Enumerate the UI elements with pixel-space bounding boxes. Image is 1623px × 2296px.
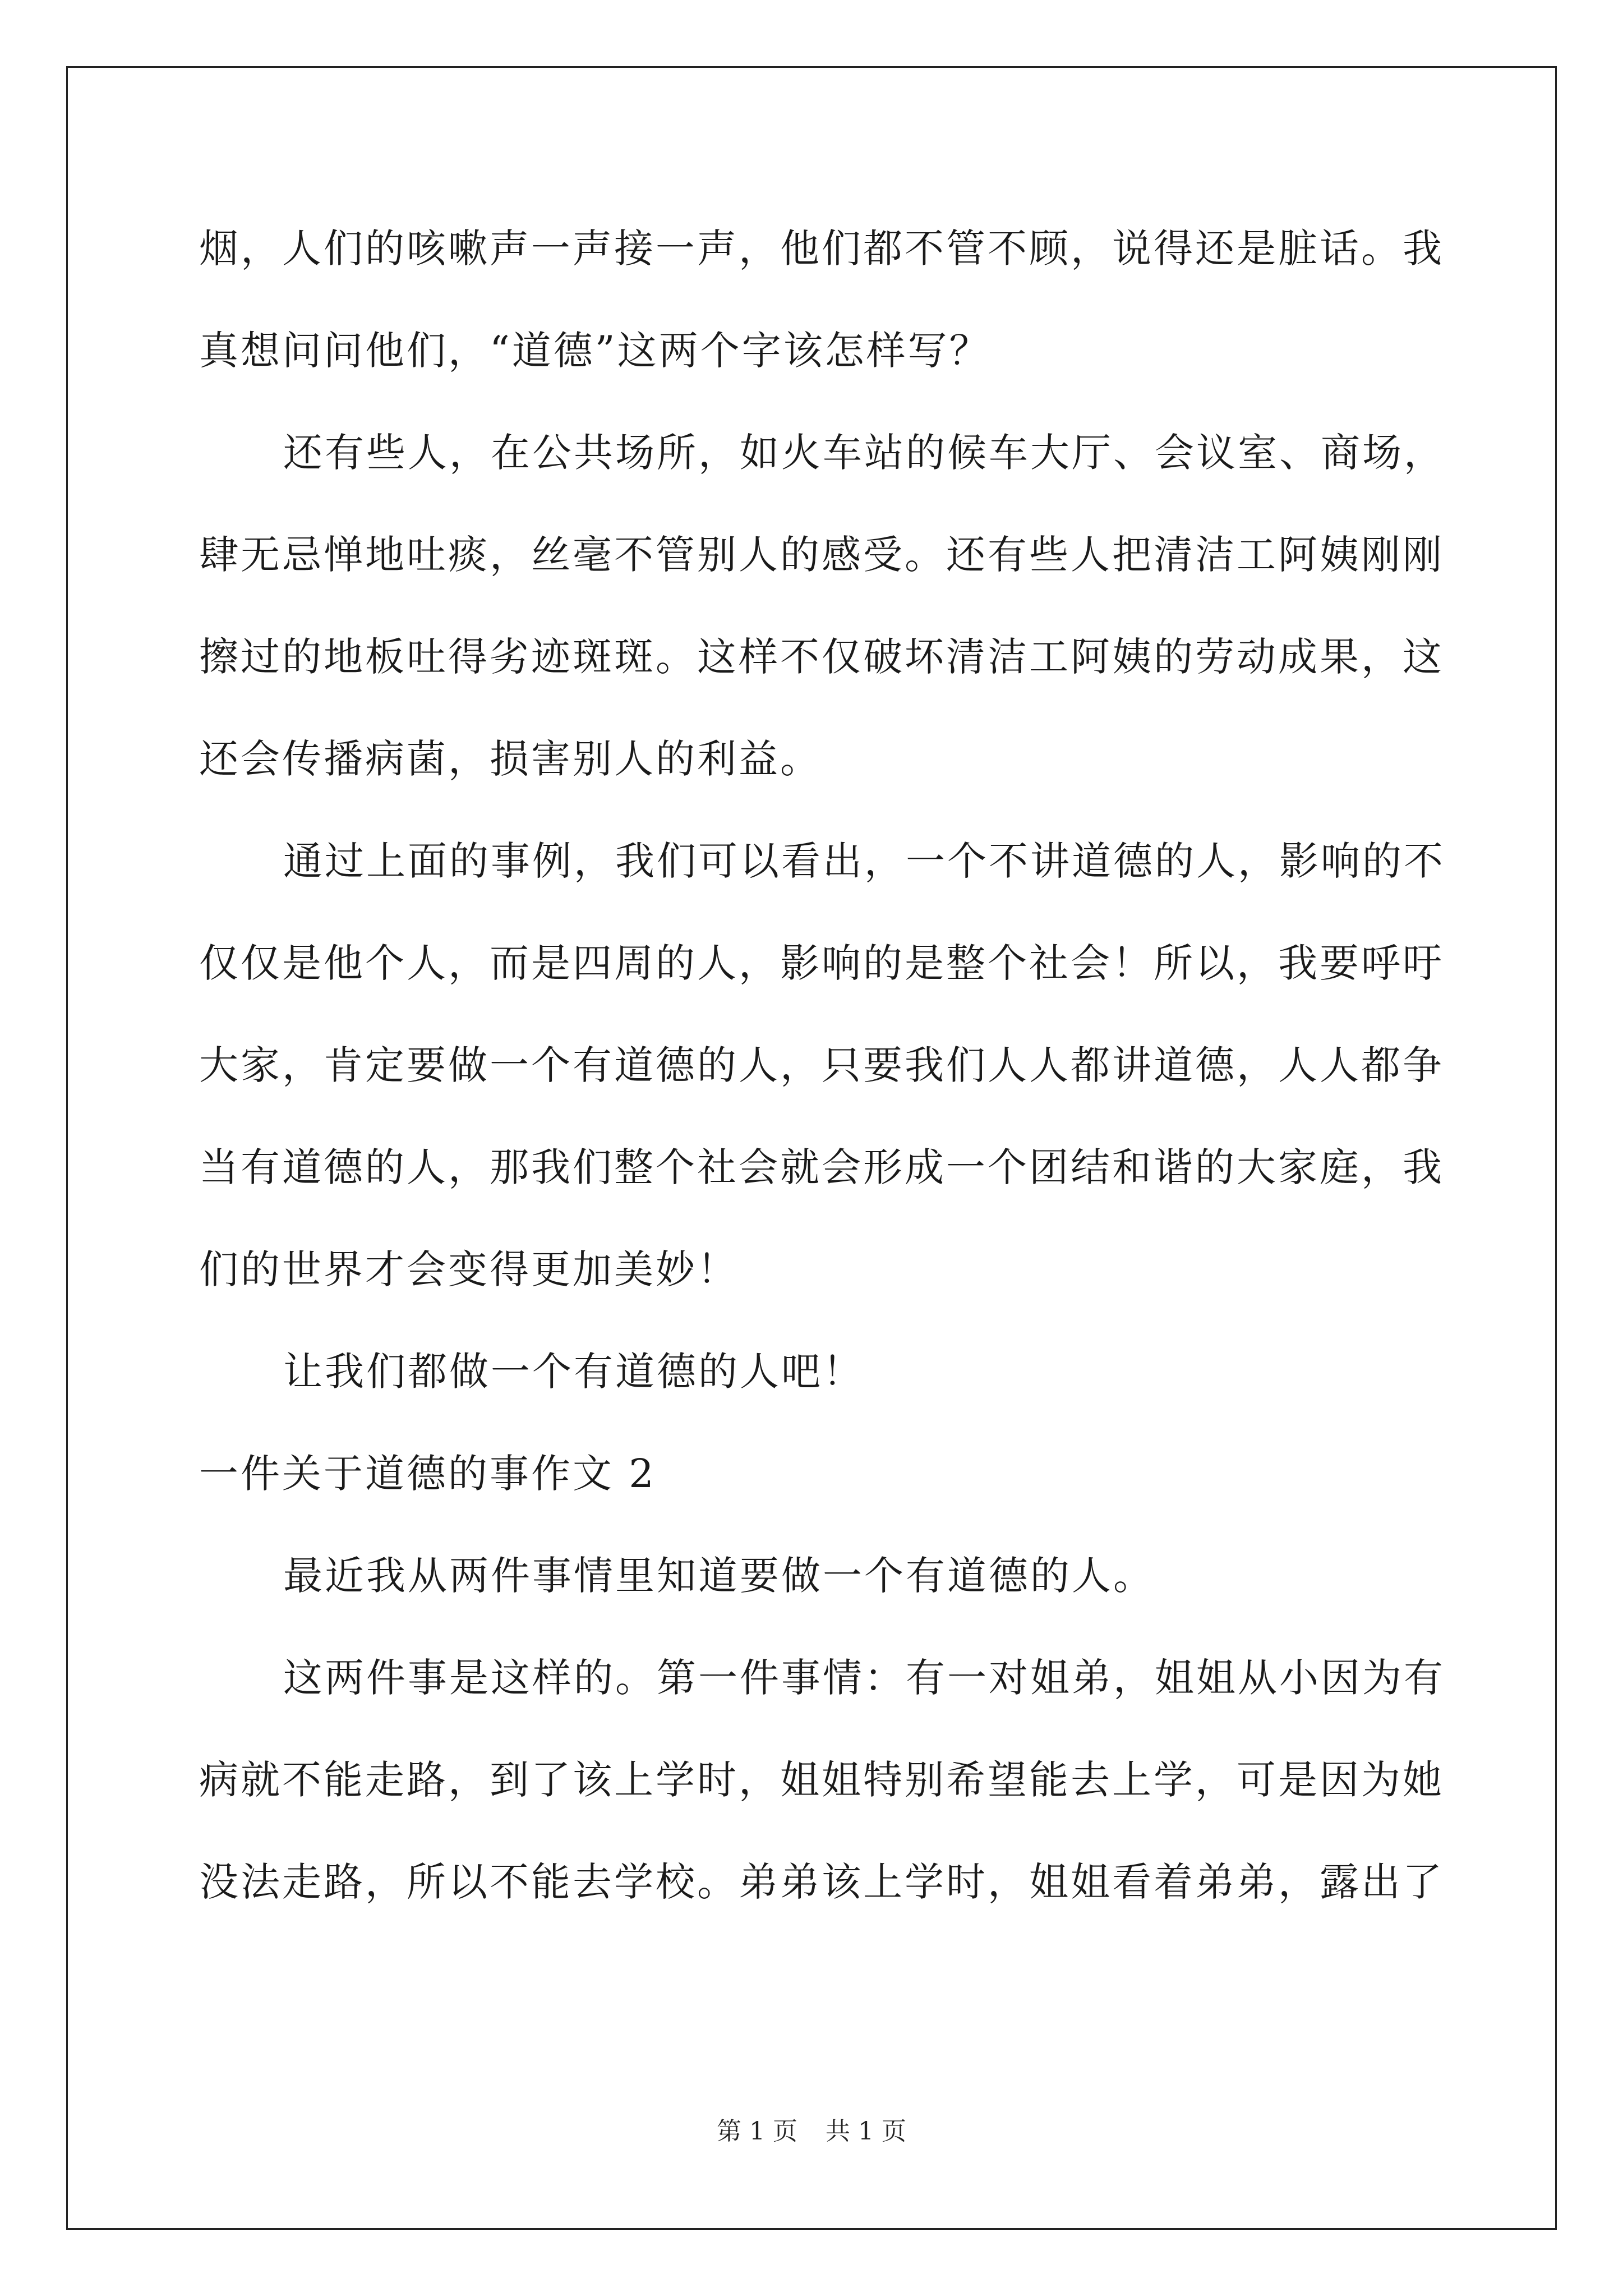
text-line: 病就不能走路，到了该上学时，姐姐特别希望能去上学，可是因为她 — [199, 1757, 1444, 1803]
text-line: 们的世界才会变得更加美妙！ — [199, 1246, 739, 1292]
text-line: 肆无忌惮地吐痰，丝毫不管别人的感受。还有些人把清洁工阿姨刚刚 — [199, 532, 1444, 578]
text-line: 当有道德的人，那我们整个社会就会形成一个团结和谐的大家庭，我 — [199, 1144, 1444, 1190]
page-footer — [0, 2115, 1623, 2148]
text-line: 擦过的地板吐得劣迹斑斑。这样不仅破坏清洁工阿姨的劳动成果，这 — [199, 634, 1444, 680]
text-line: 烟，人们的咳嗽声一声接一声，他们都不管不顾，说得还是脏话。我 — [199, 226, 1444, 272]
text-line: 仅仅是他个人，而是四周的人，影响的是整个社会！所以，我要呼吁 — [199, 940, 1444, 986]
paragraph-start: 最近我从两件事情里知道要做一个有道德的人。 — [283, 1553, 1155, 1599]
paragraph-start: 让我们都做一个有道德的人吧！ — [283, 1349, 864, 1395]
paragraph-start: 通过上面的事例，我们可以看出，一个不讲道德的人，影响的不 — [283, 838, 1445, 884]
page-number: 第 1 页 — [717, 2117, 797, 2146]
section-heading: 一件关于道德的事作文 2 — [199, 1451, 656, 1497]
document-body — [199, 222, 1445, 1909]
text-line: 大家，肯定要做一个有道德的人，只要我们人人都讲道德，人人都争 — [199, 1042, 1444, 1088]
text-line: 还会传播病菌，损害别人的利益。 — [199, 736, 822, 782]
page-total: 共 1 页 — [826, 2117, 906, 2146]
text-line: 没法走路，所以不能去学校。弟弟该上学时，姐姐看着弟弟，露出了 — [199, 1859, 1444, 1905]
paragraph-start: 这两件事是这样的。第一件事情：有一对姐弟，姐姐从小因为有 — [283, 1655, 1445, 1701]
text-line: 真想问问他们，“道德”这两个字该怎样写？ — [199, 328, 991, 374]
paragraph-start: 还有些人，在公共场所，如火车站的候车大厅、会议室、商场， — [283, 430, 1445, 476]
